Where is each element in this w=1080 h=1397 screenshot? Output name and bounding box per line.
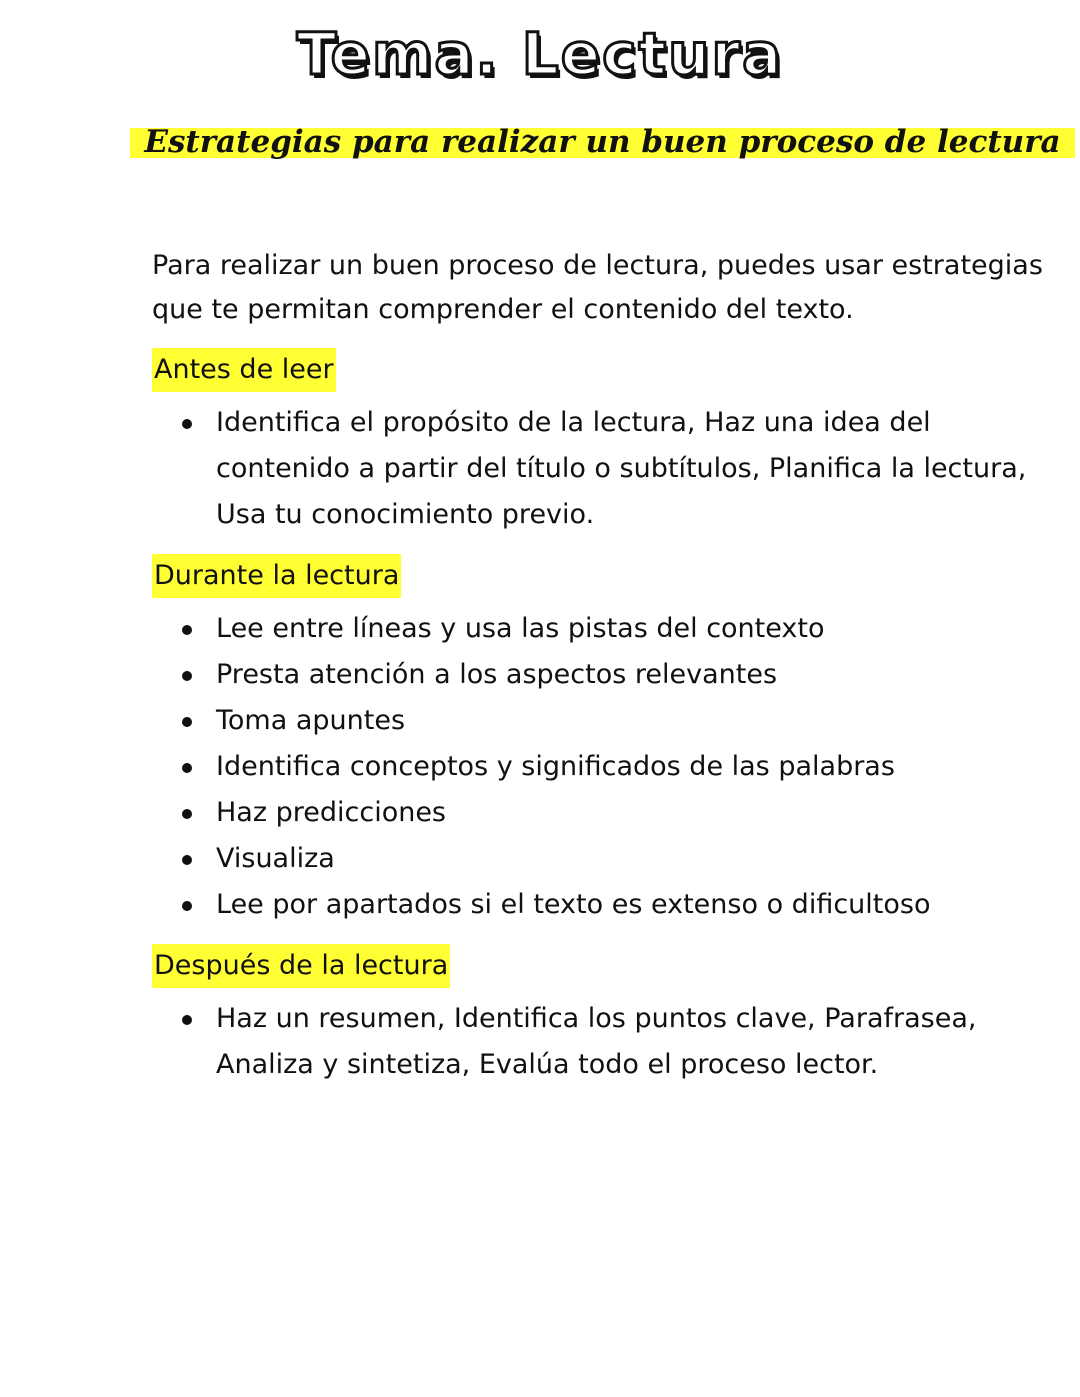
intro-paragraph: Para realizar un buen proceso de lectura, puedes usar estrategias que te permitan comprender el contenido del texto. <box>152 250 1043 325</box>
bullet-list <box>152 996 1052 1088</box>
section-during-reading <box>152 544 1052 928</box>
list-item: Lee por apartados si el texto es extenso o dificultoso <box>152 882 1052 928</box>
list-item: Haz un resumen, Identifica los puntos clave, Parafrasea, Analiza y sintetiza, Evalúa todo el proceso lector. <box>152 996 1052 1088</box>
list-item: Haz predicciones <box>152 790 1052 836</box>
list-item: Lee entre líneas y usa las pistas del contexto <box>152 606 1052 652</box>
list-item: Presta atención a los aspectos relevantes <box>152 652 1052 698</box>
list-item: Toma apuntes <box>152 698 1052 744</box>
page-subtitle: Estrategias para realizar un buen proceso de lectura <box>144 124 1061 160</box>
section-before-reading <box>152 338 1052 538</box>
page-title: Tema. Lectura <box>296 20 784 88</box>
main-content <box>152 244 1052 1088</box>
list-item: Identifica el propósito de la lectura, Haz una idea del contenido a partir del título o subtítulos, Planifica la lectura, Usa tu conocimiento previo. <box>152 400 1052 538</box>
section-heading: Durante la lectura <box>152 554 401 598</box>
list-item: Visualiza <box>152 836 1052 882</box>
section-heading: Después de la lectura <box>152 944 450 988</box>
bullet-list <box>152 606 1052 928</box>
section-heading: Antes de leer <box>152 348 336 392</box>
list-item: Identifica conceptos y significados de las palabras <box>152 744 1052 790</box>
bullet-list <box>152 400 1052 538</box>
section-after-reading <box>152 934 1052 1088</box>
